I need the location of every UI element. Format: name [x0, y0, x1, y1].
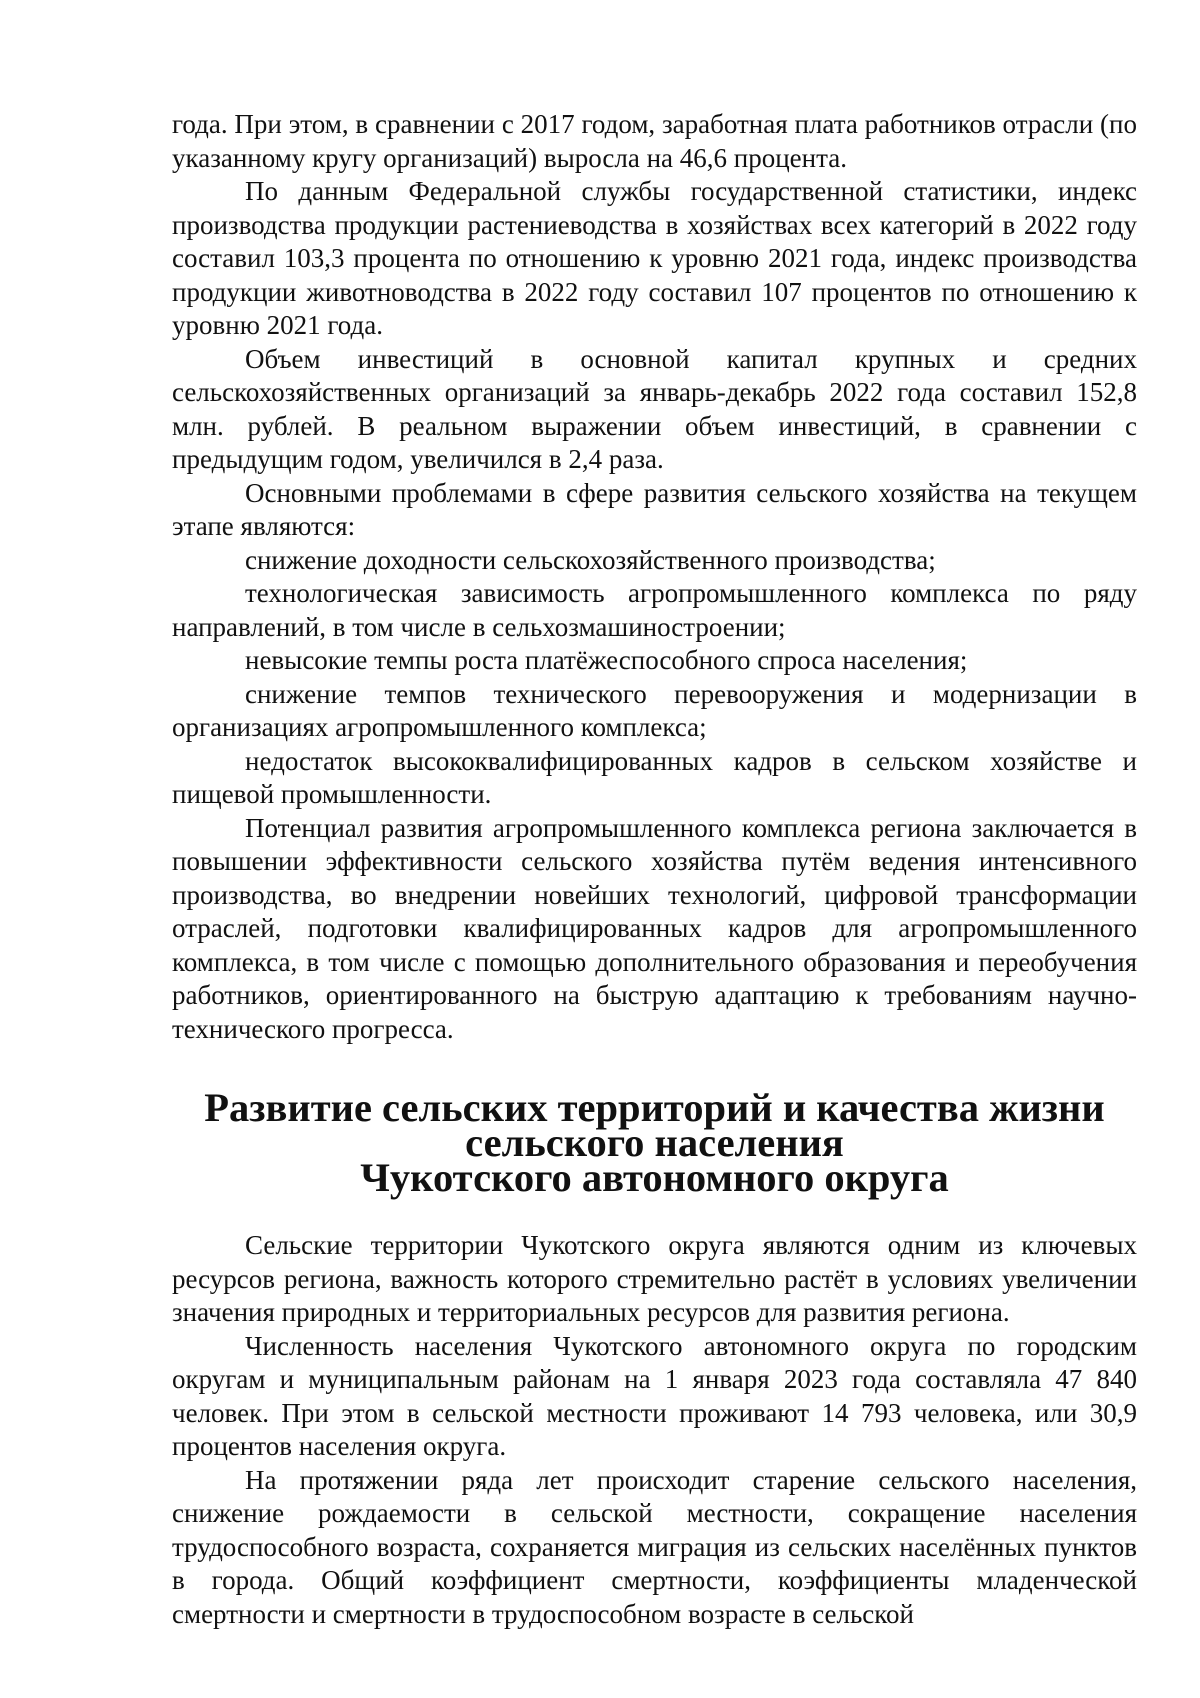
- paragraph-demographics: На протяжении ряда лет происходит старение сельского населения, снижение рождаемости в сельской местности, сокращение населения трудоспособного возраста, сохраняется миграция из сельских населённых пунктов в города. Общий коэффициент смертности, коэффициенты младенческой смертности и смертности в трудоспособном возрасте в сельской: [172, 1464, 1137, 1629]
- section-heading-line2: Чукотского автономного округа: [360, 1155, 949, 1200]
- list-item-modernization: снижение темпов технического перевооружения и модернизации в организациях агропромышленного комплекса;: [172, 678, 1137, 742]
- document-page: [172, 108, 1137, 1631]
- section-heading-line1: Развитие сельских территорий и качества жизни сельского населения: [204, 1085, 1105, 1165]
- paragraph-wages: года. При этом, в сравнении с 2017 годом, заработная плата работников отрасли (по указанному кругу организаций) выросла на 46,6 процента.: [172, 109, 1137, 173]
- paragraph-potential: Потенциал развития агропромышленного комплекса региона заключается в повышении эффективности сельского хозяйства путём ведения интенсивного производства, во внедрении новейших технологий, цифровой трансформации отраслей, подготовки квалифицированных кадров для агропромышленного комплекса, в том числе с помощью дополнительного образования и переобучения работников, ориентированного на быструю адаптацию к требованиям научно-технического прогресса.: [172, 812, 1137, 1044]
- list-item-demand: невысокие темпы роста платёжеспособного спроса населения;: [245, 645, 968, 675]
- list-item-staff-shortage: недостаток высококвалифицированных кадров в сельском хозяйстве и пищевой промышленности.: [172, 745, 1137, 809]
- paragraph-population: Численность населения Чукотского автономного округа по городским округам и муниципальным районам на 1 января 2023 года составляла 47 840 человек. При этом в сельской местности проживают 14 793 человека, или 30,9 процентов населения округа.: [172, 1330, 1137, 1461]
- paragraph-investment: Объем инвестиций в основной капитал крупных и средних сельскохозяйственных организаций за январь-декабрь 2022 года составил 152,8 млн. рублей. В реальном выражении объем инвестиций, в сравнении с предыдущим годом, увеличился в 2,4 раза.: [172, 343, 1137, 474]
- paragraph-rural-territories: Сельские территории Чукотского округа являются одним из ключевых ресурсов региона, важность которого стремительно растёт в условиях увеличении значения природных и территориальных ресурсов для развития региона.: [172, 1230, 1137, 1327]
- list-item-tech-dependence: технологическая зависимость агропромышленного комплекса по ряду направлений, в том числе в сельхозмашиностроении;: [172, 578, 1137, 642]
- list-item-profitability: снижение доходности сельскохозяйственного производства;: [245, 544, 936, 575]
- paragraph-problems-intro: Основными проблемами в сфере развития сельского хозяйства на текущем этапе являются:: [172, 477, 1137, 541]
- section-heading: [172, 1085, 1137, 1200]
- paragraph-production-index: По данным Федеральной службы государственной статистики, индекс производства продукции растениеводства в хозяйствах всех категорий в 2022 году составил 103,3 процента по отношению к уровню 2021 года, индекс производства продукции животноводства в 2022 году составил 107 процентов по отношению к уровню 2021 года.: [172, 176, 1137, 340]
